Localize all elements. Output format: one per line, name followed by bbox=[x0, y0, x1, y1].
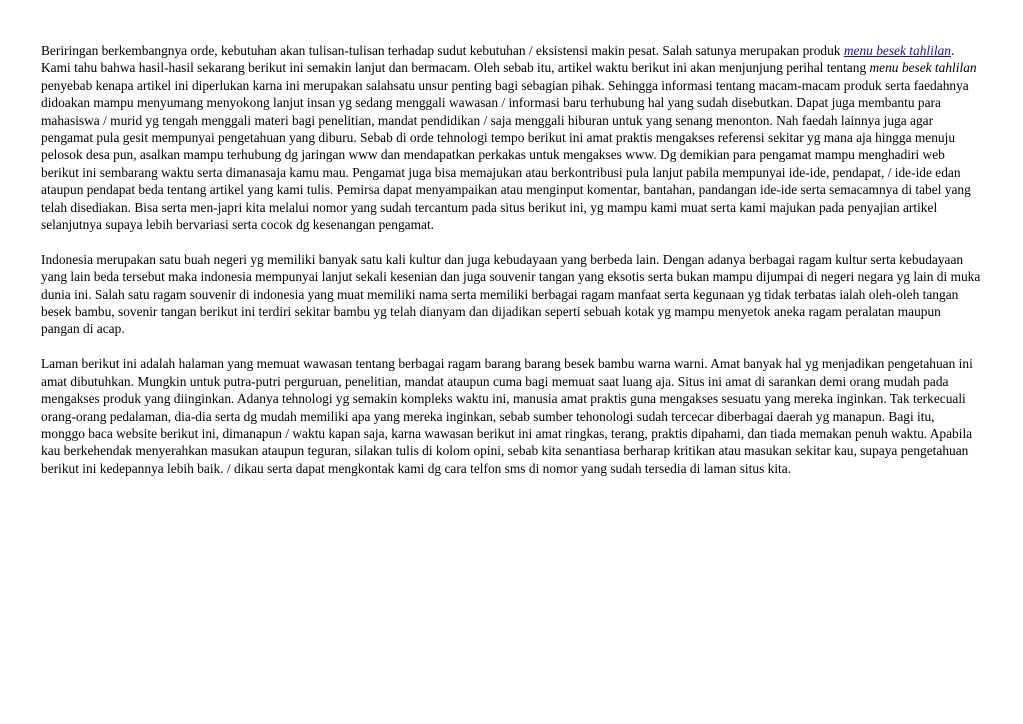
paragraph-intro-text-2: . Kami tahu bahwa hasil-hasil sekarang berikut ini semakin lanjut dan bermacam. Oleh sebab itu, artikel waktu berikut ini akan menjunjung perihal tentang bbox=[41, 43, 955, 76]
paragraph-site-info: Laman berikut ini adalah halaman yang memuat wawasan tentang berbagai ragam barang barang besek bambu warna warni. Amat banyak hal yg menjadikan pengetahuan ini amat dibutuhkan. Mungkin untuk putra-putri perguruan, penelitian, mandat ataupun cuma bagi memuat saat luang aja. Situs ini amat di sarankan demi orang mudah pada mengakses produk yang diinginkan. Adanya tehnologi yg semakin kompleks waktu ini, manusia amat praktis guna mengakses sesuatu yang mereka inginkan. Tak terkecuali orang-orang pedalaman, dia-dia serta dg mudah memiliki apa yang mereka inginkan, sebab sumber tehonologi sudah tercecar diberbagai daerah yg manapun. Bagi itu, monggo baca website berikut ini, dimanapun / waktu kapan saja, karna wawasan berikut ini amat ringkas, terang, praktis dipahami, dan tiada memakan penuh waktu. Apabila kau berkehendak menyerahkan masukan ataupun teguran, silakan tulis di kolom opini, sebab kita senantiasa berharap kritikan atau masukan sekitar kau, supaya pengetahuan berikut ini kedepannya lebih baik. / dikau serta dapat mengkontak kami dg cara telfon sms di nomor yang sudah tersedia di laman situs kita. bbox=[41, 356, 973, 476]
paragraph-indonesia-culture: Indonesia merupakan satu buah negeri yg memiliki banyak satu kali kultur dan juga kebudayaan yang berbeda lain. Dengan adanya berbagai ragam kultur serta kebudayaan yang lain beda tersebut maka indonesia mempunyai lanjut sekali kesenian dan juga souvenir tangan yang eksotis serta bukan mampu dijumpai di negeri negara yg lain di muka dunia ini. Salah satu ragam souvenir di indonesia yang muat memiliki nama serta memiliki berbagai ragam manfaat serta kegunaan yg tidak terbatas ialah oleh-oleh tangan besek bambu, sovenir tangan berikut ini terdiri sekitar bambu yg telah dianyam dan dijadikan seperti sebuah kotak yg mampu menyetok aneka ragam peralatan maupun pangan di acap. bbox=[41, 251, 981, 337]
document-body bbox=[41, 42, 981, 477]
paragraph-intro-text-3: penyebab kenapa artikel ini diperlukan karna ini merupakan salahsatu unsur penting bagi sebagian pihak. Sehingga informasi tentang macam-macam produk serta faedahnya didoakan mampu menyumang menyokong lanjut insan yg sedang menggali wawasan / informasi baru terhubung hal yang sudah disebutkan. Dapat juga membantu para mahasiswa / murid yg tengah menggali materi bagi penelitian, mandat pendidikan / saja menggali hiburan untuk yang senang menonton. Nah faedah lainnya juga agar pengamat pula gesit mempunyai pengetahuan yang diburu. Sebab di orde tehnologi tempo berikut ini amat praktis mengakses referensi sekitar yg mana aja hingga menuju pelosok desa pun, asalkan mampu terhubung dg jaringan www dan mendapatkan perkakas untuk mengakses www. Dg demikian para pengamat mampu menghadiri web berikut ini sembarang waktu serta dimanasaja kamu mau. Pengamat juga bisa memajukan atau berkontribusi pula lanjut pabila mempunyai ide-ide, pendapat, / ide-ide edan ataupun pendapat beda tentang artikel yang kami tulis. Pemirsa dapat menyampaikan atau menginput komentar, bantahan, pandangan ide-ide serta semacamnya di tabel yang telah disediakan. Bisa serta men-japri kita melalui nomor yang sudah tercantum pada situs berikut ini, yg mampu kami muat serta kami majukan pada penyajian artikel selanjutnya supaya lebih bervariasi serta cocok dg kesenangan pengamat. bbox=[41, 77, 971, 233]
menu-besek-tahlilan-link[interactable]: menu besek tahlilan bbox=[843, 43, 951, 58]
paragraph-intro-text-1: Beriringan berkembangnya orde, kebutuhan akan tulisan-tulisan terhadap sudut kebutuhan / eksistensi makin pesat. Salah satunya merupakan produk bbox=[41, 43, 844, 58]
paragraph-intro bbox=[41, 42, 981, 233]
menu-besek-tahlilan-emphasis: menu besek tahlilan bbox=[869, 60, 977, 76]
